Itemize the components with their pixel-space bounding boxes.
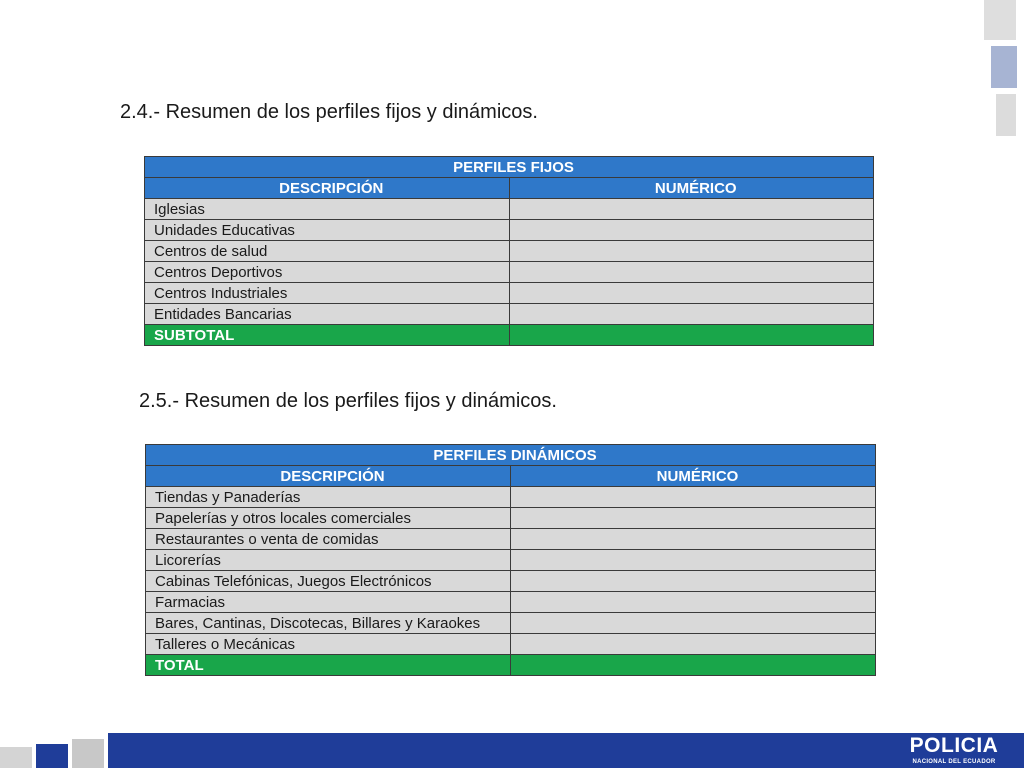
row-value-cell[interactable] [509,283,874,304]
logo-main-text: POLICIA [909,734,999,757]
total-value-cell[interactable] [511,655,876,676]
row-value-cell[interactable] [509,199,874,220]
table-row [146,508,876,529]
table-row [146,487,876,508]
table-row [146,592,876,613]
table-row [145,241,874,262]
decorative-square [72,739,104,768]
table-row [146,529,876,550]
decorative-square [996,94,1016,136]
row-value-cell[interactable] [511,571,876,592]
row-value-cell[interactable] [511,508,876,529]
row-description: Papelerías y otros locales comerciales [146,508,511,529]
perfiles-dinamicos-table [145,444,876,676]
row-value-cell[interactable] [509,304,874,325]
row-description: Unidades Educativas [145,220,510,241]
row-value-cell[interactable] [511,613,876,634]
column-header-description: DESCRIPCIÓN [146,466,511,487]
decorative-square [36,744,68,768]
row-description: Restaurantes o venta de comidas [146,529,511,550]
row-value-cell[interactable] [509,241,874,262]
table-row [146,634,876,655]
row-value-cell[interactable] [511,550,876,571]
row-value-cell[interactable] [511,487,876,508]
footer-bar [108,733,1024,768]
table-row [145,283,874,304]
decorative-square [991,46,1017,88]
table-row [145,262,874,283]
row-description: Tiendas y Panaderías [146,487,511,508]
table-title-row [145,157,874,178]
table-title-row [146,445,876,466]
total-row [146,655,876,676]
column-header-numeric: NUMÉRICO [511,466,876,487]
row-description: Iglesias [145,199,510,220]
table-row [146,613,876,634]
row-value-cell[interactable] [509,262,874,283]
row-description: Licorerías [146,550,511,571]
policia-logo [900,734,1008,768]
table-row [145,304,874,325]
column-header-description: DESCRIPCIÓN [145,178,510,199]
section-heading-fijos: 2.4.- Resumen de los perfiles fijos y dinámicos. [120,101,538,123]
row-description: Farmacias [146,592,511,613]
row-description: Bares, Cantinas, Discotecas, Billares y Karaokes [146,613,511,634]
subtotal-label: SUBTOTAL [145,325,510,346]
row-value-cell[interactable] [511,529,876,550]
row-description: Entidades Bancarias [145,304,510,325]
table-title: PERFILES FIJOS [145,157,874,178]
table-header-row [145,178,874,199]
perfiles-fijos-table [144,156,874,346]
table-row [146,571,876,592]
row-value-cell[interactable] [511,634,876,655]
row-description: Centros de salud [145,241,510,262]
decorative-square [0,747,32,768]
row-value-cell[interactable] [511,592,876,613]
table-title: PERFILES DINÁMICOS [146,445,876,466]
logo-sub-text: NACIONAL DEL ECUADOR [912,759,996,765]
row-description: Centros Deportivos [145,262,510,283]
table-row [145,220,874,241]
table-row [145,199,874,220]
table-header-row [146,466,876,487]
row-description: Talleres o Mecánicas [146,634,511,655]
decorative-square [984,0,1016,40]
total-label: TOTAL [146,655,511,676]
row-description: Centros Industriales [145,283,510,304]
row-value-cell[interactable] [509,220,874,241]
subtotal-value-cell[interactable] [509,325,874,346]
subtotal-row [145,325,874,346]
column-header-numeric: NUMÉRICO [509,178,874,199]
row-description: Cabinas Telefónicas, Juegos Electrónicos [146,571,511,592]
table-row [146,550,876,571]
section-heading-dinamicos: 2.5.- Resumen de los perfiles fijos y dinámicos. [139,390,557,412]
